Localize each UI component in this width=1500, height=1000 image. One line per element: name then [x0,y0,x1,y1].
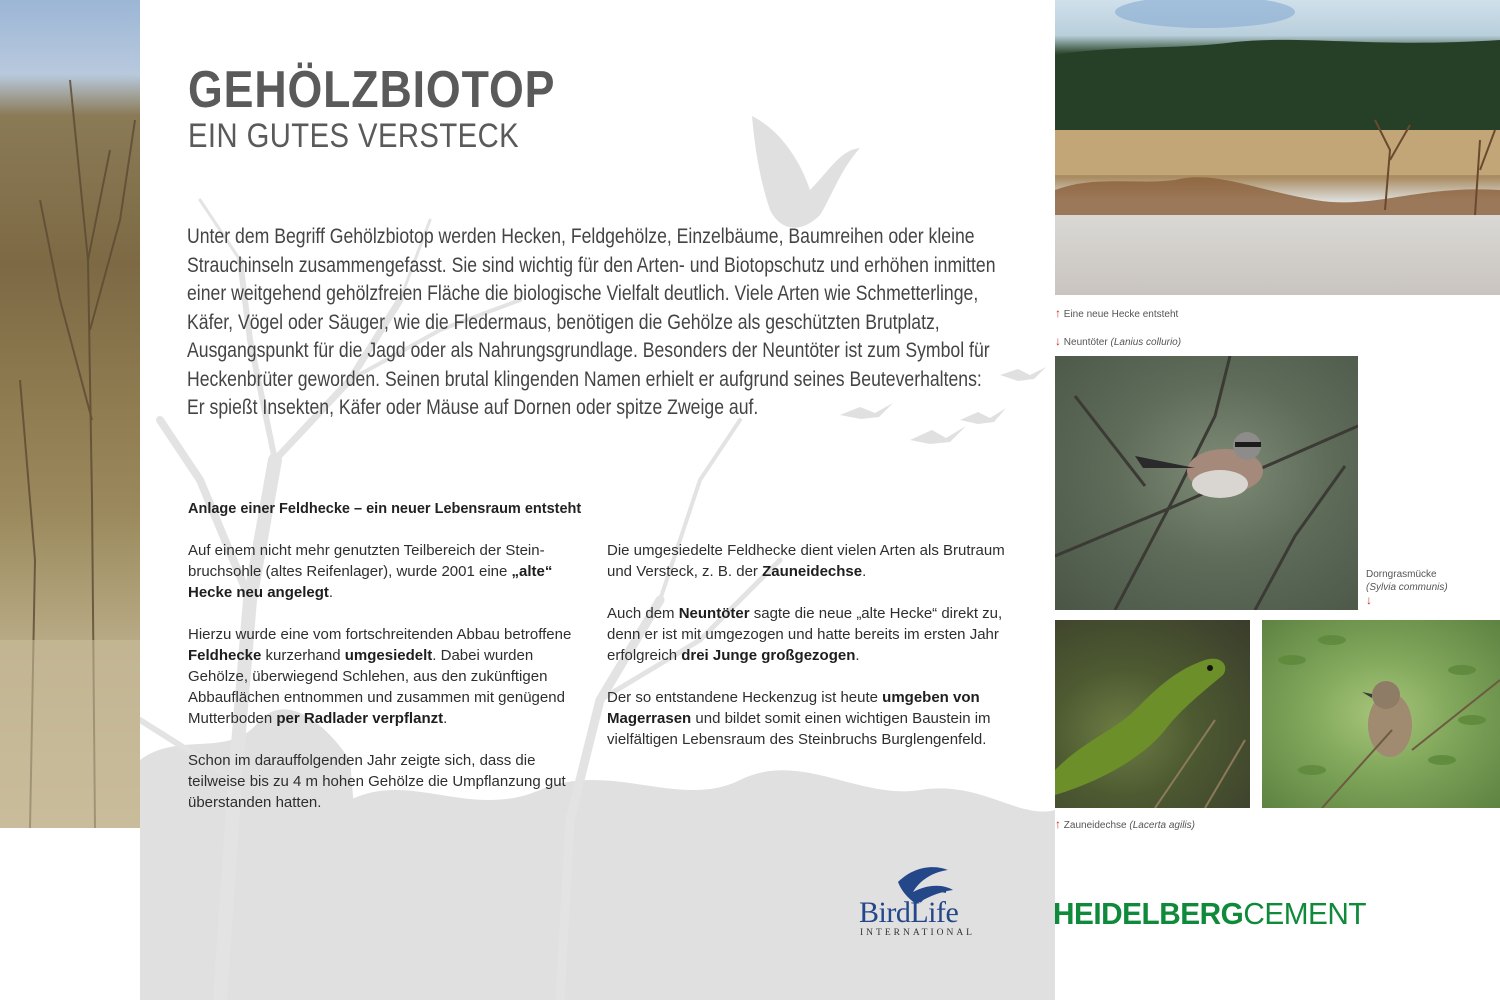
arrow-up-icon: ↑ [1055,817,1061,831]
arrow-up-icon: ↑ [1055,306,1061,320]
birdlife-logo-subtext: INTERNATIONAL [860,928,975,938]
text-column-right [607,540,1007,771]
intro-paragraph: Unter dem Begriff Gehölzbiotop werden Hecken, Feldgehölze, Einzelbäume, Baumreihen oder kleine Strauchinseln zusammengefasst. Sie sind wichtig für den Arten- und Biotopschutz und erhöhen inmitten einer weitgehend gehölzfreien Fläche die biologische Vielfalt deutlich. Viele Arten wie Schmetterlinge, Käfer, Vögel oder Säuger, wie die Fledermaus, benötigen die Gehölze als geschützten Brutplatz, Ausgangspunkt für die Jagd oder als Nahrungsgrundlage. Besonders der Neuntöter ist zum Symbol für Heckenbrüter geworden. Seinen brutal klingenden Namen erhielt er aufgrund seines Beuteverhaltens: Er spießt Insekten, Käfer oder Mäuse auf Dornen oder spitze Zweige auf. [187,224,996,419]
quarry-hedge-photo [1055,0,1500,295]
paragraph: Auch dem Neuntöter sagte die neue „alte Hecke“ direkt zu, denn er ist mit umgezogen und hatte bereits im ersten Jahr erfolgreich drei Junge großgezogen. [607,605,1003,664]
warbler-photo [1262,620,1500,808]
caption-warbler: Dorngrasmücke (Sylvia communis) ↓ [1366,568,1486,607]
caption-lizard: ↑ Zauneidechse (Lacerta agilis) [1055,817,1195,831]
shrike-photo [1055,356,1358,610]
paragraph: Der so entstandene Heckenzug ist heute umgeben von Magerrasen und bildet somit einen wichtigen Baustein im vielfältigen Lebensraum des Steinbruchs Burglengenfeld. [607,689,991,748]
caption-shrike: ↓ Neuntöter (Lanius collurio) [1055,334,1182,348]
arrow-down-icon: ↓ [1055,334,1061,348]
section-heading: Anlage einer Feldhecke – ein neuer Lebensraum entsteht [188,501,582,517]
hedge-landscape-photo [0,0,140,828]
paragraph: Die umgesiedelte Feldhecke dient vielen Arten als Brutraum und Versteck, z. B. der Zauneidechse. [607,542,1005,580]
heidelbergcement-logo: HEIDELBERGCEMENT [1053,896,1367,931]
paragraph: Hierzu wurde eine vom fortschreitenden Abbau betroffene Feldhecke kurzerhand umgesiedelt. Dabei wurden Gehölze, überwiegend Schlehen, aus den zukünftigen Abbauflächen entnommen und zusammen mit genügend Mutterboden per Radlader verpflanzt. [188,626,572,727]
page-subtitle: EIN GUTES VERSTECK [188,117,520,155]
page-title: GEHÖLZBIOTOP [188,61,556,119]
birdlife-logo-text: BirdLife [859,896,959,929]
text-column-left [188,540,580,834]
lizard-photo [1055,620,1250,808]
arrow-down-icon: ↓ [1366,593,1372,607]
paragraph: Schon im darauffolgenden Jahr zeigte sich, dass die teilweise bis zu 4 m hohen Gehölze die Umpflanzung gut überstanden hatten. [188,752,566,811]
paragraph: Auf einem nicht mehr genutzten Teilbereich der Steinbruchsohle (altes Reifenlager), wurde 2001 eine „alte“ Hecke neu angelegt. [188,542,553,601]
caption-quarry: ↑ Eine neue Hecke entsteht [1055,306,1179,320]
